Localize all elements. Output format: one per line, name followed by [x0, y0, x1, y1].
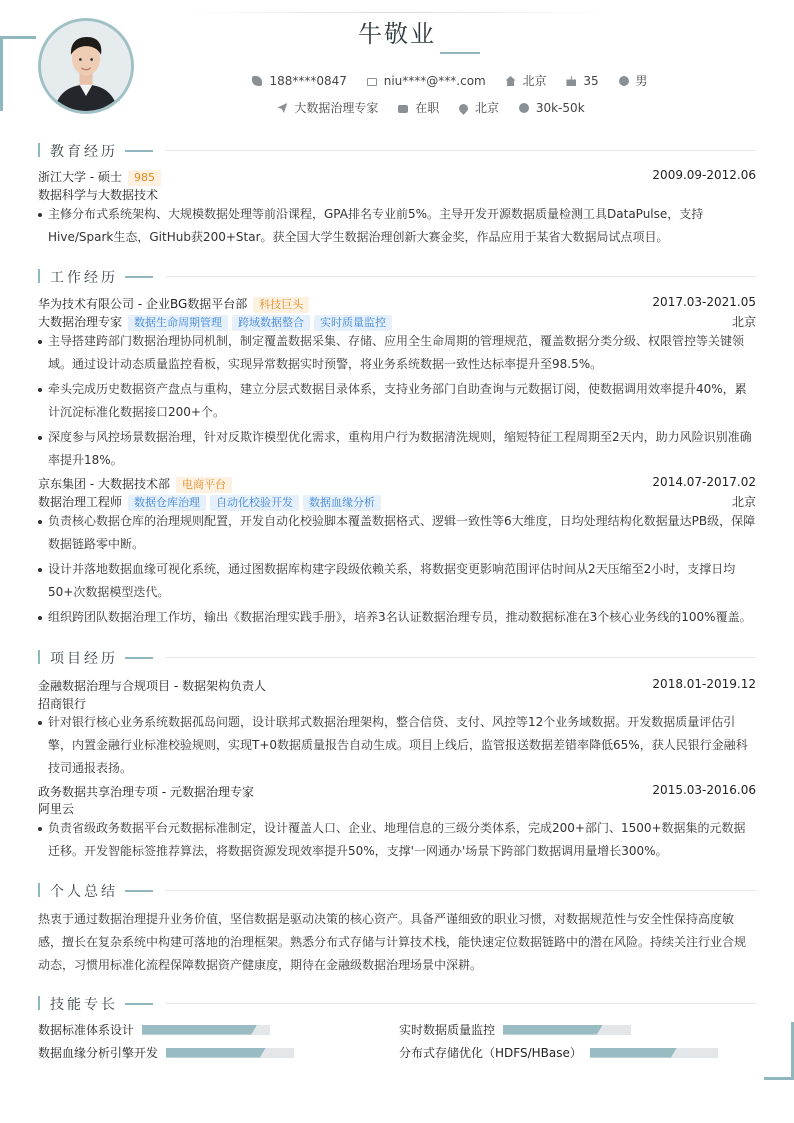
section-bar — [38, 650, 40, 664]
email-text: niu****@***.com — [383, 74, 486, 88]
home-icon — [506, 76, 516, 86]
city-text: 北京 — [475, 101, 500, 115]
phone-text: 188****0847 — [269, 74, 347, 88]
skill-bar-fill — [503, 1025, 603, 1035]
major-text: 数据科学与大数据技术 — [38, 188, 159, 202]
skill-bar — [590, 1048, 718, 1058]
work-1-bullet-3: 深度参与风控场景数据治理，针对反欺诈模型优化需求，重构用户行为数据清洗规则，缩短特征工程周期至2天内，助力风险识别准确率提升18%。 — [38, 426, 756, 472]
top-decoration — [180, 12, 610, 13]
project-1-header — [38, 677, 756, 695]
section-bar — [38, 883, 40, 897]
school-title: 浙江大学 - 硕士 — [38, 170, 122, 184]
skill-bar-fill — [142, 1025, 257, 1035]
section-work — [38, 267, 756, 285]
project-org: 阿里云 — [38, 802, 75, 816]
section-bar — [38, 143, 40, 157]
section-bar — [38, 996, 40, 1010]
section-divider — [165, 276, 756, 277]
section-divider — [165, 1003, 756, 1004]
section-dash — [125, 657, 153, 659]
section-divider — [165, 890, 756, 891]
skill-label: 数据血缘分析引擎开发 — [38, 1046, 159, 1060]
gender-text: 男 — [635, 74, 648, 88]
job-title: 数据治理工程师 — [38, 495, 123, 509]
section-title-text: 项目经历 — [50, 651, 118, 667]
project-org: 招商银行 — [38, 697, 87, 711]
skill-item — [399, 1021, 631, 1039]
corner-decoration-bottom-right — [764, 1022, 794, 1080]
salary-info — [519, 101, 585, 115]
age-info — [566, 74, 598, 88]
section-education — [38, 141, 756, 159]
age-text: 35 — [583, 74, 599, 88]
company-name: 京东集团 - 大数据技术部 — [38, 477, 170, 491]
company-badge: 电商平台 — [176, 477, 232, 493]
pin-icon — [457, 102, 470, 115]
work-2-bullet-3: 组织跨团队数据治理工作坊，输出《数据治理实践手册》，培养3名认证数据治理专员，推动数据标准在3个核心业务线的100%覆盖。 — [38, 606, 756, 629]
skill-item — [399, 1044, 718, 1062]
contact-row — [0, 72, 794, 89]
skill-bar-fill — [166, 1048, 266, 1058]
email-info — [367, 74, 486, 88]
work-dates: 2017.03-2021.05 — [652, 295, 756, 309]
work-2-role — [38, 493, 756, 511]
work-1-role — [38, 313, 756, 331]
section-dash — [125, 1003, 153, 1005]
gender-info — [619, 72, 648, 89]
cake-icon — [566, 76, 576, 86]
work-2-bullet-2: 设计并落地数据血缘可视化系统，通过图数据库构建字段级依赖关系，将数据变更影响范围评估时间从2天压缩至2小时，支撑日均50+次数据模型迭代。 — [38, 558, 756, 604]
education-bullet: 主修分布式系统架构、大规模数据处理等前沿课程，GPA排名专业前5%。主导开发开源数据质量检测工具DataPulse，支持Hive/Spark生态，GitHub获200+Star。获全国大学生数据治理创新大赛金奖，作品应用于某省大数据局试点项目。 — [38, 203, 756, 249]
job-title: 大数据治理专家 — [38, 315, 123, 329]
section-dash — [125, 276, 153, 278]
skill-tag: 跨域数据整合 — [232, 315, 310, 331]
skill-bar — [503, 1025, 631, 1035]
skill-tag: 自动化校验开发 — [210, 495, 299, 511]
work-1-header — [38, 295, 756, 313]
briefcase-icon — [398, 105, 408, 113]
work-2-header — [38, 475, 756, 493]
project-dates: 2018.01-2019.12 — [652, 677, 756, 691]
section-title-text: 技能专长 — [50, 997, 118, 1013]
candidate-name: 牛敬业 — [358, 20, 436, 48]
project-1-bullet: 针对银行核心业务系统数据孤岛问题，设计联邦式数据治理架构，整合信贷、支付、风控等12个业务域数据。开发数据质量评估引擎，内置金融行业标准校验规则，实现T+0数据质量报告自动生成。项目上线后，监管报送数据差错率降低65%，获人民银行金融科技司通报表扬。 — [38, 711, 756, 780]
hometown-text: 北京 — [522, 74, 547, 88]
face-icon — [619, 76, 629, 86]
skill-tag: 数据生命周期管理 — [128, 315, 228, 331]
skill-tag: 数据仓库治理 — [128, 495, 206, 511]
education-header — [38, 168, 756, 186]
skill-label: 数据标准体系设计 — [38, 1023, 135, 1037]
phone-icon — [252, 76, 262, 86]
education-major — [38, 186, 756, 204]
company-name: 华为技术有限公司 - 企业BG数据平台部 — [38, 297, 248, 311]
section-skills — [38, 994, 756, 1012]
skill-item — [38, 1044, 294, 1062]
section-title-text: 个人总结 — [50, 884, 118, 900]
section-dash — [125, 890, 153, 892]
status-text: 在职 — [415, 101, 440, 115]
section-title-text: 工作经历 — [50, 270, 118, 286]
section-bar — [38, 269, 40, 283]
project-dates: 2015.03-2016.06 — [652, 783, 756, 797]
send-icon — [277, 103, 287, 113]
company-badge: 科技巨头 — [253, 297, 309, 313]
section-divider — [165, 150, 756, 151]
project-title: 政务数据共享治理专项 - 元数据治理专家 — [38, 785, 254, 799]
money-icon — [519, 103, 529, 113]
target-role-text: 大数据治理专家 — [294, 101, 379, 115]
section-summary — [38, 881, 756, 899]
phone-info — [252, 74, 346, 88]
project-2-org — [38, 800, 756, 818]
target-role-info — [277, 99, 378, 116]
project-2-bullet: 负责省级政务数据平台元数据标准制定，设计覆盖人口、企业、地理信息的三级分类体系，完成200+部门、1500+数据集的元数据迁移。开发智能标签推荐算法，将数据资源发现效率提升50%，支撑'一网通办'场景下跨部门数据调用量增长300%。 — [38, 817, 756, 863]
hometown-info — [506, 72, 547, 89]
work-location: 北京 — [731, 495, 756, 509]
skill-bar-fill — [590, 1048, 677, 1058]
section-divider — [165, 657, 756, 658]
skill-tag: 实时质量监控 — [314, 315, 392, 331]
work-1-bullet-2: 牵头完成历史数据资产盘点与重构，建立分层式数据目录体系，支持业务部门自助查询与元数据订阅，使数据调用效率提升40%，累计沉淀标准化数据接口200+个。 — [38, 378, 756, 424]
city-info — [459, 99, 499, 116]
work-dates: 2014.07-2017.02 — [652, 475, 756, 489]
name-underline — [440, 52, 480, 54]
section-projects — [38, 648, 756, 666]
skill-label: 分布式存储优化（HDFS/HBase） — [399, 1046, 582, 1060]
skill-bar — [142, 1025, 270, 1035]
salary-text: 30k-50k — [535, 101, 585, 115]
status-info — [398, 99, 439, 116]
school-badge: 985 — [128, 170, 161, 186]
job-intent-row — [0, 99, 794, 116]
project-2-header — [38, 783, 756, 801]
skill-label: 实时数据质量监控 — [399, 1023, 496, 1037]
skill-bar — [166, 1048, 294, 1058]
section-title-text: 教育经历 — [50, 144, 118, 160]
work-location: 北京 — [731, 315, 756, 329]
mail-icon — [367, 78, 377, 86]
work-1-bullet-1: 主导搭建跨部门数据治理协同机制，制定覆盖数据采集、存储、应用全生命周期的管理规范，覆盖数据分类分级、权限管控等关键领域。通过设计动态质量监控看板，实现异常数据实时预警，将业务系统数据一致性达标率提升至98.5%。 — [38, 330, 756, 376]
section-dash — [125, 150, 153, 152]
project-title: 金融数据治理与合规项目 - 数据架构负责人 — [38, 679, 266, 693]
work-2-bullet-1: 负责核心数据仓库的治理规则配置，开发自动化校验脚本覆盖数据格式、逻辑一致性等6大维度，日均处理结构化数据量达PB级，保障数据链路零中断。 — [38, 510, 756, 556]
education-dates: 2009.09-2012.06 — [652, 168, 756, 182]
summary-text: 热衷于通过数据治理提升业务价值，坚信数据是驱动决策的核心资产。具备严谨细致的职业习惯，对数据规范性与安全性保持高度敏感，擅长在复杂系统中构建可落地的治理框架。熟悉分布式存储与计算技术栈，能快速定位数据链路中的潜在风险。持续关注行业合规动态，习惯用标准化流程保障数据资产健康度，期待在金融级数据治理场景中深耕。 — [38, 912, 747, 972]
skill-tag: 数据血缘分析 — [303, 495, 381, 511]
skill-item — [38, 1021, 270, 1039]
